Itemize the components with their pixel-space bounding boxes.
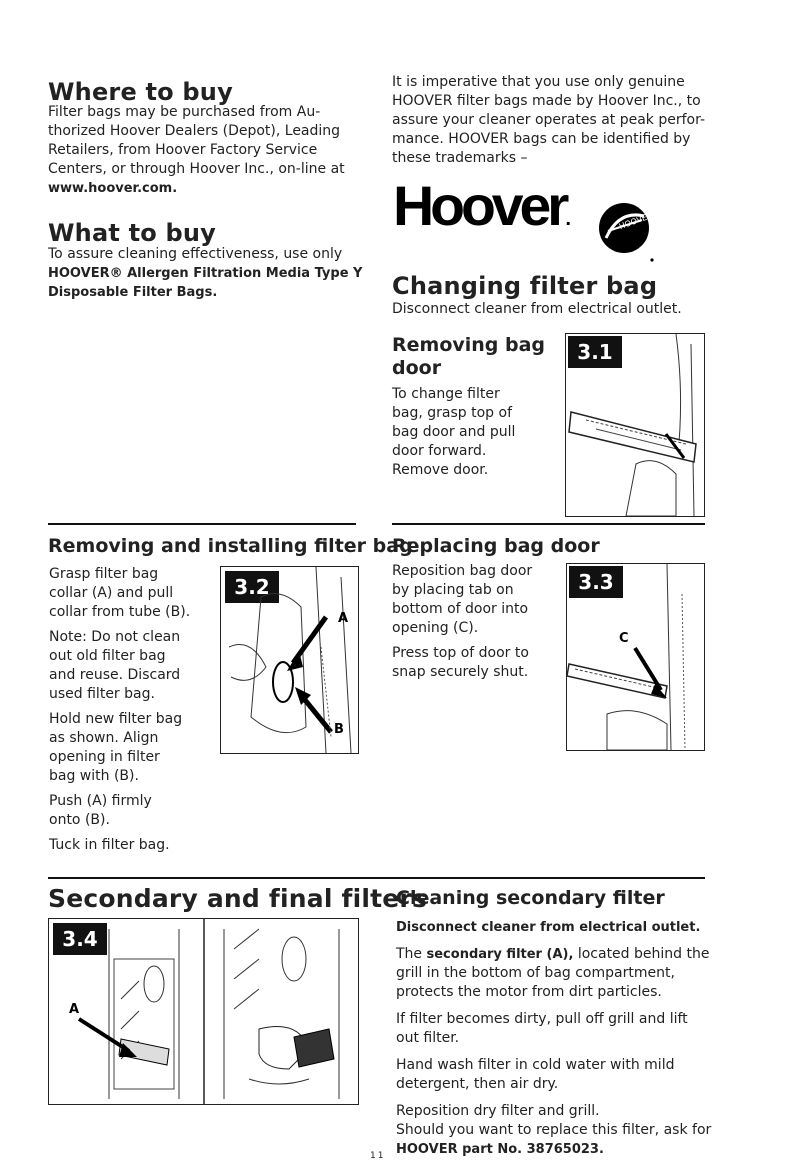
text-line: Press top of door to <box>392 645 529 661</box>
text-line: Note: Do not clean <box>49 629 181 645</box>
logo-dot: . <box>565 208 571 230</box>
text-line: bottom of door into <box>392 601 529 617</box>
heading-line: door <box>392 357 442 379</box>
hoover-wordmark-logo <box>393 174 571 247</box>
text-line: If filter becomes dirty, pull off grill and lift <box>396 1011 688 1027</box>
label-a: A <box>338 611 349 626</box>
text-line: Disposable Filter Bags. <box>48 285 218 300</box>
what-to-buy-heading: What to buy <box>48 219 217 247</box>
removing-installing-heading: Removing and installing filter bag <box>48 535 413 557</box>
text-line: mance. HOOVER bags can be identified by <box>392 131 691 147</box>
figure-labels <box>49 919 358 1104</box>
svg-text:HOOVER: HOOVER <box>617 210 654 232</box>
text-line: Hold new filter bag <box>49 711 183 727</box>
text-line: Should you want to replace this filter, ask for <box>396 1122 712 1138</box>
secondary-final-filters-heading: Secondary and final filters <box>48 884 428 913</box>
removing-bag-door-text <box>392 385 515 480</box>
text-line: thorized Hoover Dealers (Depot), Leading <box>48 123 341 139</box>
text-line: Reposition dry filter and grill. <box>396 1103 600 1119</box>
text-span: located behind the <box>573 946 710 962</box>
part-number: HOOVER part No. 38765023. <box>396 1142 604 1157</box>
text-line: grill in the bottom of bag compartment, <box>396 965 675 981</box>
what-to-buy-text <box>48 245 368 302</box>
text-line: Remove door. <box>392 462 489 478</box>
text-line: out old filter bag <box>49 648 166 664</box>
where-to-buy-heading: Where to buy <box>48 78 233 106</box>
hoover-url[interactable]: www.hoover.com. <box>48 181 178 196</box>
text-line: To assure cleaning effectiveness, use only <box>48 246 343 262</box>
figure-3-3 <box>566 563 705 751</box>
figure-3-4 <box>48 918 359 1105</box>
text-line: Centers, or through Hoover Inc., on-line at <box>48 161 345 177</box>
text-line: Retailers, from Hoover Factory Service <box>48 142 318 158</box>
text-line: Reposition bag door <box>392 563 533 579</box>
text-span: The <box>396 946 427 962</box>
page-number: 11 <box>370 1151 386 1161</box>
logo-text: Hoover <box>393 174 566 237</box>
text-line: bag door and pull <box>392 424 516 440</box>
text-line: by placing tab on <box>392 582 514 598</box>
bag-door-illustration <box>566 334 704 516</box>
text-line: opening (C). <box>392 620 479 636</box>
changing-filter-bag-heading: Changing filter bag <box>392 272 658 300</box>
where-to-buy-text <box>48 103 368 198</box>
text-line: It is imperative that you use only genuine <box>392 74 685 90</box>
text-line: Hand wash filter in cold water with mild <box>396 1057 675 1073</box>
text-line: HOOVER filter bags made by Hoover Inc., to <box>392 93 701 109</box>
figure-badge: 3.1 <box>568 336 622 368</box>
divider-rule <box>392 523 705 525</box>
bag-door-replace-illustration <box>567 564 704 750</box>
disconnect-note: Disconnect cleaner from electrical outlet. <box>392 301 682 317</box>
removing-bag-door-heading <box>392 334 545 380</box>
text-line: To change filter <box>392 386 500 402</box>
text-line: onto (B). <box>49 812 110 828</box>
replacing-bag-door-heading: Replacing bag door <box>392 535 600 557</box>
text-line: HOOVER® Allergen Filtration Media Type Y <box>48 266 363 281</box>
cleaning-secondary-filter-heading: Cleaning secondary filter <box>396 887 665 909</box>
text-line: bag with (B). <box>49 768 139 784</box>
removing-installing-text <box>49 565 219 855</box>
replacing-bag-door-text <box>392 562 562 682</box>
text-line: collar from tube (B). <box>49 604 191 620</box>
text-line: detergent, then air dry. <box>396 1076 559 1092</box>
text-line: bag, grasp top of <box>392 405 512 421</box>
figure-badge: 3.2 <box>225 571 279 603</box>
heading-line: Removing bag <box>392 334 546 356</box>
text-line: opening in filter <box>49 749 160 765</box>
text-line: and reuse. Discard <box>49 667 181 683</box>
text-line: door forward. <box>392 443 487 459</box>
figure-labels <box>221 567 358 753</box>
text-line: collar (A) and pull <box>49 585 174 601</box>
secondary-filter-term: secondary filter (A), <box>426 947 574 962</box>
figure-3-2 <box>220 566 359 754</box>
text-line: Tuck in filter bag. <box>49 837 170 853</box>
text-line: assure your cleaner operates at peak perfor- <box>392 112 706 128</box>
text-line: protects the motor from dirt particles. <box>396 984 662 1000</box>
divider-rule <box>48 523 356 525</box>
text-line: these trademarks – <box>392 150 528 166</box>
text-line: used filter bag. <box>49 686 155 702</box>
text-line <box>396 945 726 964</box>
text-line: Push (A) firmly <box>49 793 152 809</box>
text-line: as shown. Align <box>49 730 159 746</box>
label-c: C <box>619 631 629 646</box>
text-line: out filter. <box>396 1030 460 1046</box>
divider-rule <box>48 877 705 879</box>
disconnect-warning: Disconnect cleaner from electrical outlet. <box>396 920 701 935</box>
cleaning-text <box>396 945 726 1159</box>
figure-badge: 3.4 <box>53 923 107 955</box>
text-line: Filter bags may be purchased from Au- <box>48 104 321 120</box>
genuine-bags-text <box>392 73 722 168</box>
label-b: B <box>334 722 344 737</box>
figure-3-1 <box>565 333 705 517</box>
hoover-circle-trademark-icon <box>594 198 658 264</box>
text-line: Grasp filter bag <box>49 566 159 582</box>
text-line: snap securely shut. <box>392 664 529 680</box>
figure-badge: 3.3 <box>569 566 623 598</box>
label-a: A <box>69 1002 80 1017</box>
